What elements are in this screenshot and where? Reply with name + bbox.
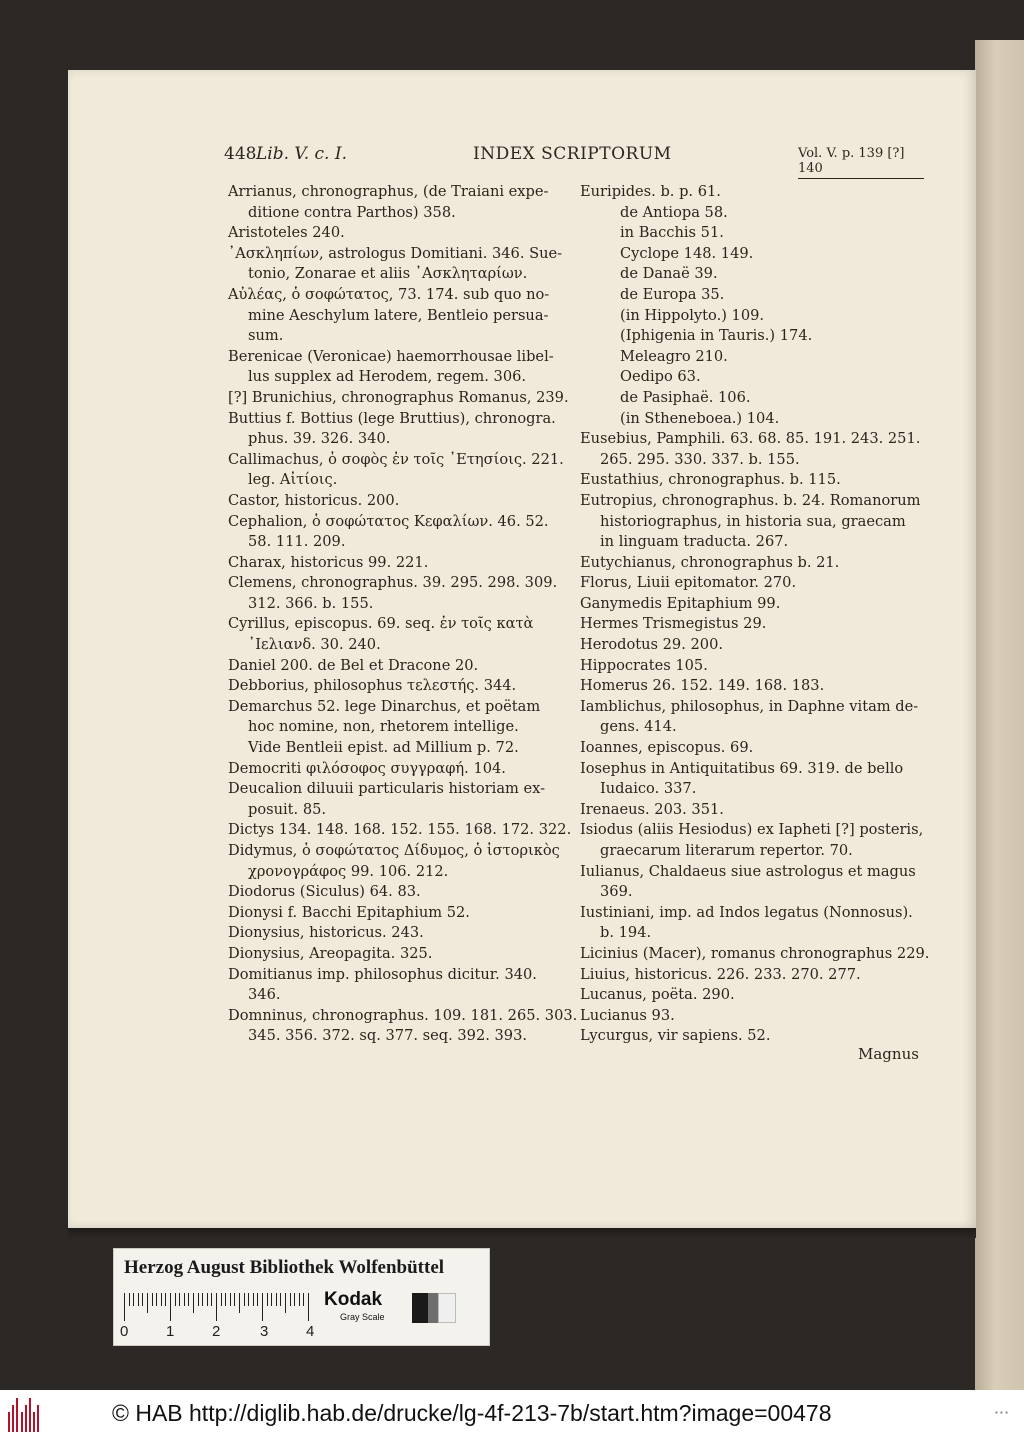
entry-line: mine Aeschylum latere, Bentleio persua- xyxy=(248,306,549,324)
index-entry xyxy=(580,182,920,429)
entry-line: Iudaico. 337. xyxy=(600,780,697,798)
ruler-tick xyxy=(271,1293,272,1306)
entry-line: Cephalion, ὁ σοφώτατος Κεφαλίων. 46. 52. xyxy=(228,512,549,530)
page-title: INDEX SCRIPTORUM xyxy=(473,144,672,164)
ruler-numbers xyxy=(120,1323,320,1341)
entry-line: Charax, historicus 99. 221. xyxy=(228,553,429,571)
entry-line: Licinius (Macer), romanus chronographus 229. xyxy=(580,944,930,962)
ruler-tick xyxy=(147,1293,148,1313)
copyright-url[interactable]: © HAB http://diglib.hab.de/drucke/lg-4f-213-7b/start.htm?image=00478 xyxy=(112,1400,832,1426)
ruler-tick xyxy=(303,1293,304,1306)
index-entry xyxy=(228,779,566,820)
entry-line: Eutropius, chronographus. b. 24. Romanorum xyxy=(580,491,921,509)
entry-line: Eustathius, chronographus. b. 115. xyxy=(580,471,841,489)
index-entry xyxy=(228,244,566,285)
footer-bar xyxy=(0,1390,1024,1440)
entry-line: ᾿Ασκληπίων, astrologus Domitiani. 346. Sue- xyxy=(228,244,563,262)
logo-bar xyxy=(25,1405,27,1432)
index-entry xyxy=(228,614,566,655)
entry-line: Aristoteles 240. xyxy=(228,224,345,242)
index-entry xyxy=(228,656,566,677)
entry-line: Iamblichus, philosophus, in Daphne vitam de- xyxy=(580,697,919,715)
entry-line: Euripides. b. p. 61. xyxy=(580,183,721,200)
entry-line: Democriti φιλόσοφος συγγραφή. 104. xyxy=(228,759,506,777)
index-entry xyxy=(228,944,566,965)
index-entry xyxy=(580,573,920,594)
entry-line: Lucanus, poëta. 290. xyxy=(580,986,735,1004)
entry-line: Lycurgus, vir sapiens. 52. xyxy=(580,1027,771,1045)
entry-line: Berenicae (Veronicae) haemorrhousae libel- xyxy=(228,347,554,365)
logo-bar xyxy=(8,1412,10,1432)
ruler-tick xyxy=(175,1293,176,1306)
ruler-tick xyxy=(152,1293,153,1306)
index-entry xyxy=(228,903,566,924)
entry-line: Demarchus 52. lege Dinarchus, et poëtam xyxy=(228,697,541,715)
ruler-tick xyxy=(290,1293,291,1306)
index-entry xyxy=(580,862,920,903)
ruler-tick xyxy=(244,1293,245,1306)
sub-entry-line: Meleagro 210. xyxy=(620,347,728,365)
entry-line: gens. 414. xyxy=(600,718,677,736)
entry-line: [?] Brunichius, chronographus Romanus, 239. xyxy=(228,388,569,406)
entry-line: χρονογράφος 99. 106. 212. xyxy=(248,862,449,880)
logo-bar xyxy=(12,1405,14,1432)
index-entry xyxy=(580,594,920,615)
ruler-tick xyxy=(188,1293,189,1306)
ruler-tick xyxy=(299,1293,300,1306)
index-entry xyxy=(228,512,566,553)
entry-line: 345. 356. 372. sq. 377. seq. 392. 393. xyxy=(248,1027,528,1045)
entry-line: lus supplex ad Herodem, regem. 306. xyxy=(248,368,527,386)
volume-reference: Vol. V. p. 139 [?] 140 xyxy=(798,146,924,179)
running-head xyxy=(224,144,924,176)
entry-line: Iustiniani, imp. ad Indos legatus (Nonnosus). xyxy=(580,903,913,921)
index-entry xyxy=(580,635,920,656)
index-entry xyxy=(228,553,566,574)
entry-line: Dionysius, historicus. 243. xyxy=(228,924,424,942)
ruler-tick xyxy=(129,1293,130,1306)
index-entry xyxy=(580,656,920,677)
footer-marks: ▪ ▪ ▪ xyxy=(995,1408,1008,1417)
ruler-tick xyxy=(262,1293,263,1321)
sub-entry-line: (Iphigenia in Tauris.) 174. xyxy=(620,327,813,345)
ruler-tick xyxy=(234,1293,235,1306)
hab-logo-icon xyxy=(8,1398,42,1432)
ruler-tick xyxy=(280,1293,281,1306)
index-entry xyxy=(580,985,920,1006)
page-shadow xyxy=(68,1228,976,1238)
index-column-right xyxy=(580,182,930,1047)
index-entry xyxy=(580,965,920,986)
index-entry xyxy=(228,841,566,882)
entry-line: Daniel 200. de Bel et Dracone 20. xyxy=(228,656,479,674)
ruler-tick xyxy=(179,1293,180,1306)
ruler-tick xyxy=(230,1293,231,1306)
index-entry xyxy=(580,470,920,491)
ruler-tick xyxy=(133,1293,134,1306)
index-entry xyxy=(228,676,566,697)
index-entry xyxy=(580,614,920,635)
entry-line: Vide Bentleii epist. ad Millium p. 72. xyxy=(248,739,519,757)
ruler-tick xyxy=(239,1293,240,1313)
entry-line: Ganymedis Epitaphium 99. xyxy=(580,594,781,612)
index-entry xyxy=(580,697,920,738)
index-column-left xyxy=(228,182,578,1047)
entry-line: historiographus, in historia sua, graecam xyxy=(600,512,906,530)
ruler-tick xyxy=(267,1293,268,1306)
sub-entry-line: (in Stheneboea.) 104. xyxy=(620,409,780,427)
ruler-tick xyxy=(124,1293,125,1321)
entry-line: 58. 111. 209. xyxy=(248,533,346,551)
catchword: Magnus xyxy=(858,1045,919,1063)
index-entry xyxy=(228,347,566,388)
index-entry xyxy=(580,800,920,821)
entry-line: Αὐλέας, ὁ σοφώτατος, 73. 174. sub quo no- xyxy=(228,285,550,303)
index-entry xyxy=(580,1006,920,1027)
entry-line: Hermes Trismegistus 29. xyxy=(580,615,767,633)
sub-entry-line: Cyclope 148. 149. xyxy=(620,244,754,262)
gray-patch-white xyxy=(438,1293,456,1323)
adjacent-page-edge xyxy=(975,40,1024,1390)
ruler-tick xyxy=(170,1293,171,1321)
index-entry xyxy=(580,1026,920,1047)
index-entry xyxy=(580,903,920,944)
entry-line: Liuius, historicus. 226. 233. 270. 277. xyxy=(580,965,861,983)
entry-line: Eutychianus, chronographus b. 21. xyxy=(580,553,840,571)
entry-line: Deucalion diluuii particularis historiam ex- xyxy=(228,780,546,798)
gray-scale-label: Gray Scale xyxy=(340,1312,385,1322)
entry-line: Domninus, chronographus. 109. 181. 265. 303. xyxy=(228,1006,578,1024)
logo-bar xyxy=(21,1412,23,1432)
entry-line: Buttius f. Bottius (lege Bruttius), chronogra. xyxy=(228,409,556,427)
index-entry xyxy=(580,491,920,553)
index-entry xyxy=(228,573,566,614)
index-entry xyxy=(228,882,566,903)
entry-line: in linguam traducta. 267. xyxy=(600,533,789,551)
ruler-tick xyxy=(165,1293,166,1306)
entry-line: Debborius, philosophus τελεστής. 344. xyxy=(228,677,517,695)
entry-line: posuit. 85. xyxy=(248,800,327,818)
entry-line: sum. xyxy=(248,327,284,345)
entry-line: b. 194. xyxy=(600,924,652,942)
entry-line: Dionysius, Areopagita. 325. xyxy=(228,944,433,962)
sub-entry-line: Oedipo 63. xyxy=(620,368,701,386)
index-entry xyxy=(580,738,920,759)
entry-line: Cyrillus, episcopus. 69. seq. ἐν τοῖς κατὰ xyxy=(228,615,534,633)
entry-line: Clemens, chronographus. 39. 295. 298. 309. xyxy=(228,574,558,592)
library-name: Herzog August Bibliothek Wolfenbüttel xyxy=(124,1257,445,1278)
index-entry xyxy=(228,182,566,223)
ruler-tick xyxy=(221,1293,222,1306)
gray-patch-black xyxy=(412,1293,428,1323)
entry-line: Eusebius, Pamphili. 63. 68. 85. 191. 243. 251. xyxy=(580,430,921,448)
ruler-tick xyxy=(156,1293,157,1306)
entry-line: graecarum literarum repertor. 70. xyxy=(600,842,853,859)
logo-bar xyxy=(16,1398,18,1432)
logo-bar xyxy=(37,1405,39,1432)
index-entry xyxy=(228,388,569,409)
index-entry xyxy=(228,697,566,759)
index-entry xyxy=(228,965,566,1006)
entry-line: ditione contra Parthos) 358. xyxy=(248,203,456,221)
ruler-tick xyxy=(248,1293,249,1306)
sub-entry-line: de Pasiphaë. 106. xyxy=(620,388,751,406)
entry-line: Irenaeus. 203. 351. xyxy=(580,800,724,818)
index-entry xyxy=(580,944,930,965)
ruler-tick xyxy=(216,1293,217,1321)
entry-line: phus. 39. 326. 340. xyxy=(248,430,391,448)
index-entry xyxy=(228,820,572,841)
entry-line: Florus, Liuii epitomator. 270. xyxy=(580,574,797,592)
kodak-logo-text: Kodak xyxy=(324,1289,383,1310)
logo-bar xyxy=(33,1412,35,1432)
ruler-tick xyxy=(184,1293,185,1306)
ruler-tick xyxy=(142,1293,143,1306)
gray-patch-mid xyxy=(428,1293,438,1323)
sub-entry-line: de Antiopa 58. xyxy=(620,203,728,221)
index-entry xyxy=(228,923,566,944)
ruler-tick xyxy=(161,1293,162,1306)
entry-line: Arrianus, chronographus, (de Traiani expe- xyxy=(228,183,549,200)
ruler-tick xyxy=(285,1293,286,1313)
index-entry xyxy=(228,1006,578,1047)
ruler-number: 4 xyxy=(306,1323,315,1340)
entry-line: Domitianus imp. philosophus dicitur. 340. xyxy=(228,965,537,983)
logo-bar xyxy=(29,1398,31,1432)
ruler-tick xyxy=(207,1293,208,1306)
entry-line: hoc nomine, non, rhetorem intellige. xyxy=(248,718,519,736)
page-number: 448 xyxy=(224,144,257,164)
entry-line: tonio, Zonarae et aliis ᾿Ασκληταρίων. xyxy=(248,265,528,283)
entry-line: Hippocrates 105. xyxy=(580,656,708,674)
ruler-number: 0 xyxy=(120,1323,129,1340)
entry-line: Dionysi f. Bacchi Epitaphium 52. xyxy=(228,903,470,921)
ruler xyxy=(124,1293,314,1321)
ruler-number: 1 xyxy=(166,1323,175,1340)
entry-line: Castor, historicus. 200. xyxy=(228,491,400,509)
ruler-tick xyxy=(225,1293,226,1306)
color-scale-card xyxy=(113,1248,490,1346)
entry-line: Isiodus (aliis Hesiodus) ex Iapheti [?] posteris, xyxy=(580,821,924,839)
entry-line: Iosephus in Antiquitatibus 69. 319. de bello xyxy=(580,759,904,777)
sub-entry-line: de Danaë 39. xyxy=(620,265,718,283)
index-entry xyxy=(228,759,566,780)
entry-line: 312. 366. b. 155. xyxy=(248,594,374,612)
ruler-tick xyxy=(276,1293,277,1306)
kodak-gray-scale xyxy=(324,1289,474,1329)
ruler-tick xyxy=(202,1293,203,1306)
entry-line: 346. xyxy=(248,986,281,1004)
entry-line: Didymus, ὁ σοφώτατος Δίδυμος, ὁ ἱστορικὸς xyxy=(228,842,560,859)
sub-entry-line: de Europa 35. xyxy=(620,285,725,303)
entry-line: Homerus 26. 152. 149. 168. 183. xyxy=(580,677,825,695)
index-entry xyxy=(228,491,566,512)
index-entry xyxy=(580,759,920,800)
index-entry xyxy=(228,450,566,491)
ruler-number: 2 xyxy=(212,1323,221,1340)
sub-entry-line: (in Hippolyto.) 109. xyxy=(620,306,765,324)
index-entry xyxy=(228,409,566,450)
entry-line: ᾿Ιελιανδ. 30. 240. xyxy=(248,636,381,654)
entry-line: Herodotus 29. 200. xyxy=(580,636,723,654)
index-entry xyxy=(580,676,920,697)
index-entry xyxy=(580,429,920,470)
ruler-tick xyxy=(211,1293,212,1306)
ruler-tick xyxy=(253,1293,254,1306)
entry-line: Diodorus (Siculus) 64. 83. xyxy=(228,883,421,901)
ruler-tick xyxy=(294,1293,295,1306)
entry-line: 369. xyxy=(600,883,633,901)
entry-line: Ioannes, episcopus. 69. xyxy=(580,739,754,757)
ruler-tick xyxy=(308,1293,309,1321)
entry-line: Dictys 134. 148. 168. 152. 155. 168. 172. 322. xyxy=(228,821,572,839)
entry-line: 265. 295. 330. 337. b. 155. xyxy=(600,450,800,468)
index-entry xyxy=(228,223,566,244)
book-reference: Lib. V. c. I. xyxy=(256,144,347,164)
index-entry xyxy=(580,553,920,574)
index-entry xyxy=(580,820,924,861)
entry-line: Lucianus 93. xyxy=(580,1006,675,1024)
index-entry xyxy=(228,285,566,347)
entry-line: Iulianus, Chaldaeus siue astrologus et magus xyxy=(580,862,916,880)
ruler-number: 3 xyxy=(260,1323,269,1340)
ruler-tick xyxy=(138,1293,139,1306)
entry-line: Callimachus, ὁ σοφὸς ἐν τοῖς ᾿Ετησίοις. 221. xyxy=(228,450,564,468)
sub-entry-line: in Bacchis 51. xyxy=(620,224,724,242)
ruler-tick xyxy=(198,1293,199,1306)
entry-line: leg. Αἰτίοις. xyxy=(248,471,338,489)
ruler-tick xyxy=(257,1293,258,1306)
ruler-tick xyxy=(193,1293,194,1313)
